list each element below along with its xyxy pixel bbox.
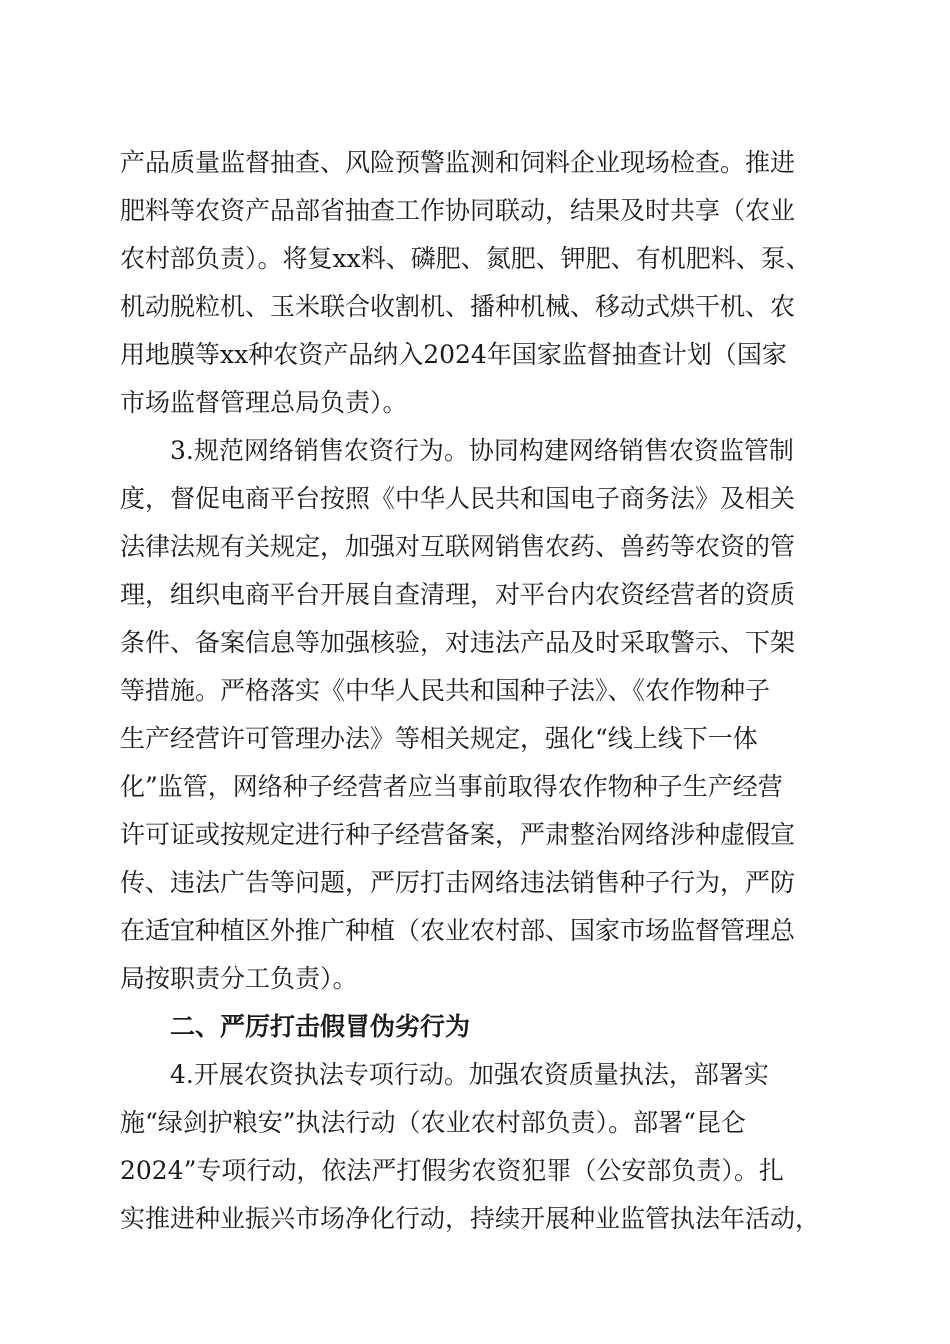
paragraph-2-line-2: 度，督促电商平台按照《中华人民共和国电子商务法》及相关 [120, 484, 796, 513]
paragraph-3-line-1: 4.开展农资执法专项行动。加强农资质量执法，部署实 [170, 1060, 769, 1089]
paragraph-3-line-2: 施“绿剑护粮安”执法行动（农业农村部负责）。部署“昆仑 [120, 1108, 746, 1137]
paragraph-1-line-5: 用地膜等xx种农资产品纳入2024年国家监督抽查计划（国家 [120, 340, 787, 369]
paragraph-2-line-4: 理，组织电商平台开展自查清理，对平台内农资经营者的资质 [120, 580, 796, 609]
paragraph-2-line-6: 等措施。严格落实《中华人民共和国种子法》、《农作物种子 [120, 676, 771, 705]
paragraph-3-line-4: 实推进种业振兴市场净化行动，持续开展种业监管执法年活动， [120, 1204, 821, 1233]
paragraph-1-line-2: 肥料等农资产品部省抽查工作协同联动，结果及时共享（农业 [120, 196, 796, 225]
paragraph-2-line-12: 局按职责分工负责）。 [120, 964, 358, 993]
paragraph-2-line-8: 化”监管，网络种子经营者应当事前取得农作物种子生产经营 [120, 772, 783, 801]
paragraph-2-line-5: 条件、备案信息等加强核验，对违法产品及时采取警示、下架 [120, 628, 796, 657]
section-heading: 二、严厉打击假冒伪劣行为 [170, 1012, 471, 1041]
paragraph-3-line-3: 2024”专项行动，依法严打假劣农资犯罪（公安部负责）。扎 [120, 1156, 784, 1185]
paragraph-2-line-3: 法律法规有关规定，加强对互联网销售农药、兽药等农资的管 [120, 532, 796, 561]
paragraph-2-line-11: 在适宜种植区外推广种植（农业农村部、国家市场监督管理总 [120, 916, 796, 945]
paragraph-2-line-1: 3.规范网络销售农资行为。协同构建网络销售农资监管制 [170, 436, 794, 465]
paragraph-2-line-10: 传、违法广告等问题，严厉打击网络违法销售种子行为，严防 [120, 868, 796, 897]
paragraph-1-line-3: 农村部负责）。将复xx料、磷肥、氮肥、钾肥、有机肥料、泵、 [120, 244, 811, 273]
paragraph-2-line-9: 许可证或按规定进行种子经营备案，严肃整治网络涉种虚假宣 [120, 820, 796, 849]
paragraph-1-line-6: 市场监督管理总局负责）。 [120, 388, 408, 417]
paragraph-2-line-7: 生产经营许可管理办法》等相关规定，强化“线上线下一体 [120, 724, 758, 753]
paragraph-1-line-1: 产品质量监督抽查、风险预警监测和饲料企业现场检查。推进 [120, 148, 796, 177]
paragraph-1-line-4: 机动脱粒机、玉米联合收割机、播种机械、移动式烘干机、农 [120, 292, 796, 321]
